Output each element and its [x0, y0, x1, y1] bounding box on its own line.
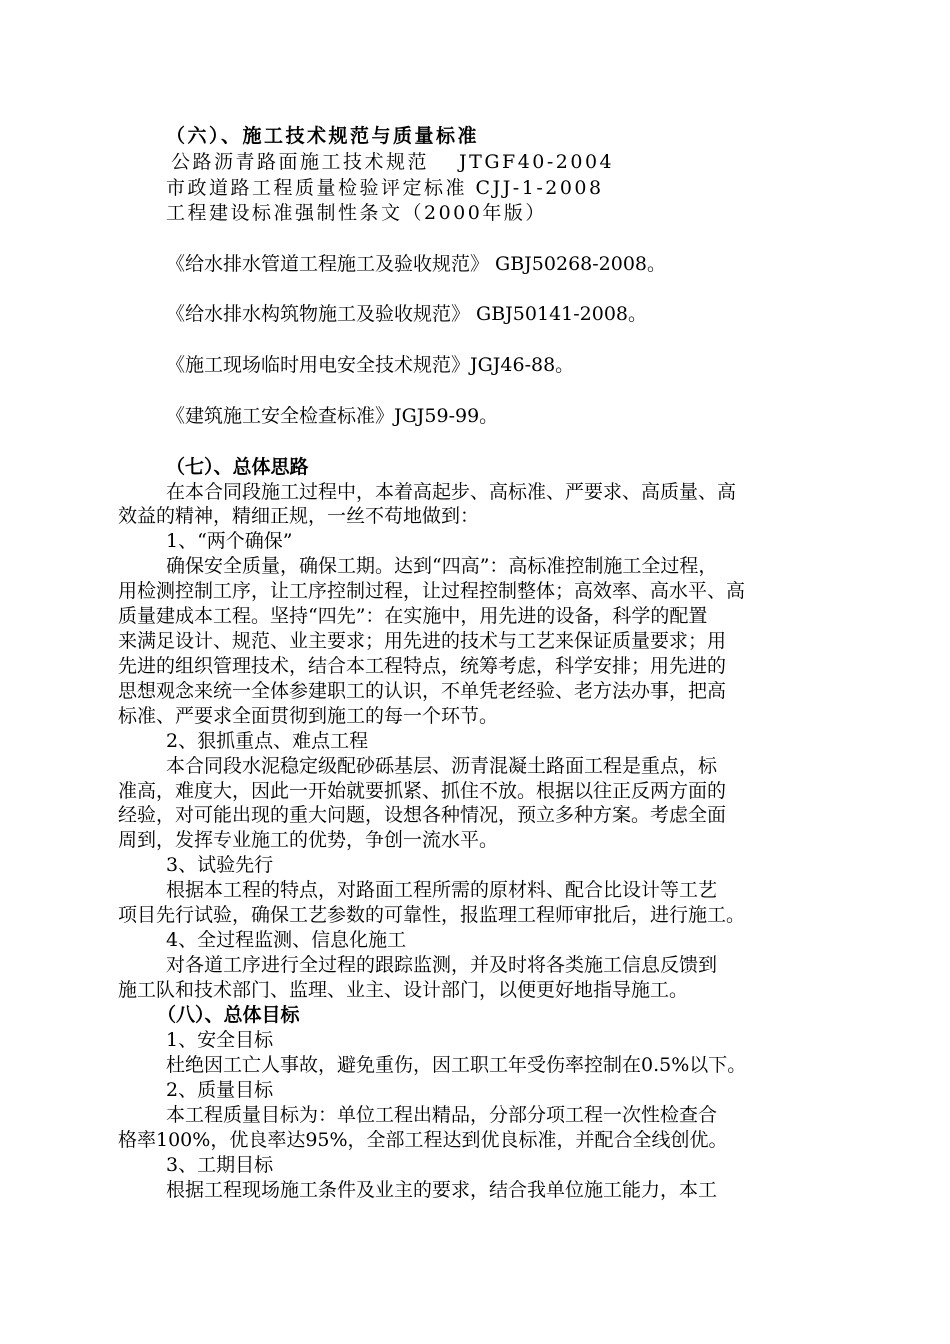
body-line: 效益的精神，精细正规，一丝不苟地做到：: [118, 505, 480, 527]
body-line: 格率100%，优良率达95%，全部工程达到优良标准，并配合全线创优。: [118, 1129, 728, 1151]
body-line: 准高，难度大，因此一开始就要抓紧、抓住不放。根据以往正反两方面的: [118, 780, 727, 802]
body-line: 经验，对可能出现的重大问题，设想各种情况，预立多种方案。考虑全面: [118, 804, 727, 826]
standard-item: 《施工现场临时用电安全技术规范》JGJ46-88。: [166, 354, 575, 376]
body-line: 杜绝因工亡人事故，避免重伤，因工职工年受伤率控制在0.5%以下。: [166, 1054, 747, 1076]
standard-item: 工程建设标准强制性条文（2000年版）: [166, 202, 547, 224]
body-line: 来满足设计、规范、业主要求；用先进的技术与工艺来保证质量要求；用: [118, 630, 727, 652]
subheading: 1、“两个确保”: [166, 530, 293, 552]
body-line: 本合同段水泥稳定级配砂砾基层、沥青混凝土路面工程是重点，标: [166, 755, 718, 777]
body-line: 根据本工程的特点，对路面工程所需的原材料、配合比设计等工艺: [166, 879, 718, 901]
body-line: 确保安全质量，确保工期。达到“四高”：高标准控制施工全过程，: [166, 555, 718, 577]
subheading: 3、试验先行: [166, 854, 274, 876]
body-line: 根据工程现场施工条件及业主的要求，结合我单位施工能力，本工: [166, 1179, 718, 1201]
body-line: 本工程质量目标为：单位工程出精品，分部分项工程一次性检查合: [166, 1104, 718, 1126]
section-heading-6: （六）、施工技术规范与质量标准: [166, 125, 480, 147]
subheading: 2、质量目标: [166, 1079, 274, 1101]
section-heading-8: （八）、总体目标: [157, 1004, 300, 1026]
subheading: 1、安全目标: [166, 1029, 274, 1051]
section-heading-7: （七）、总体思路: [166, 456, 309, 478]
subheading: 4、全过程监测、信息化施工: [166, 929, 407, 951]
standard-item: 公路沥青路面施工技术规范 JTGF40-2004: [171, 151, 615, 173]
standard-item: 《给水排水构筑物施工及验收规范》 GBJ50141-2008。: [166, 303, 648, 325]
body-line: 质量建成本工程。坚持“四先”：在实施中，用先进的设备，科学的配置: [118, 605, 708, 627]
body-line: 标准、严要求全面贯彻到施工的每一个环节。: [118, 705, 499, 727]
standard-item: 市政道路工程质量检验评定标准 CJJ-1-2008: [166, 177, 604, 199]
body-line: 用检测控制工序，让工序控制过程，让过程控制整体；高效率、高水平、高: [118, 580, 746, 602]
body-line: 项目先行试验，确保工艺参数的可靠性，报监理工程师审批后，进行施工。: [118, 904, 746, 926]
subheading: 3、工期目标: [166, 1154, 274, 1176]
body-line: 周到，发挥专业施工的优势，争创一流水平。: [118, 829, 499, 851]
standard-item: 《给水排水管道工程施工及验收规范》 GBJ50268-2008。: [166, 253, 667, 275]
body-line: 思想观念来统一全体参建职工的认识，不单凭老经验、老方法办事，把高: [118, 680, 727, 702]
standard-item: 《建筑施工安全检查标准》JGJ59-99。: [166, 405, 499, 427]
subheading: 2、狠抓重点、难点工程: [166, 730, 369, 752]
body-line: 施工队和技术部门、监理、业主、设计部门，以便更好地指导施工。: [118, 979, 689, 1001]
body-line: 在本合同段施工过程中，本着高起步、高标准、严要求、高质量、高: [166, 481, 737, 503]
body-line: 对各道工序进行全过程的跟踪监测，并及时将各类施工信息反馈到: [166, 954, 718, 976]
body-line: 先进的组织管理技术，结合本工程特点，统筹考虑，科学安排；用先进的: [118, 655, 727, 677]
